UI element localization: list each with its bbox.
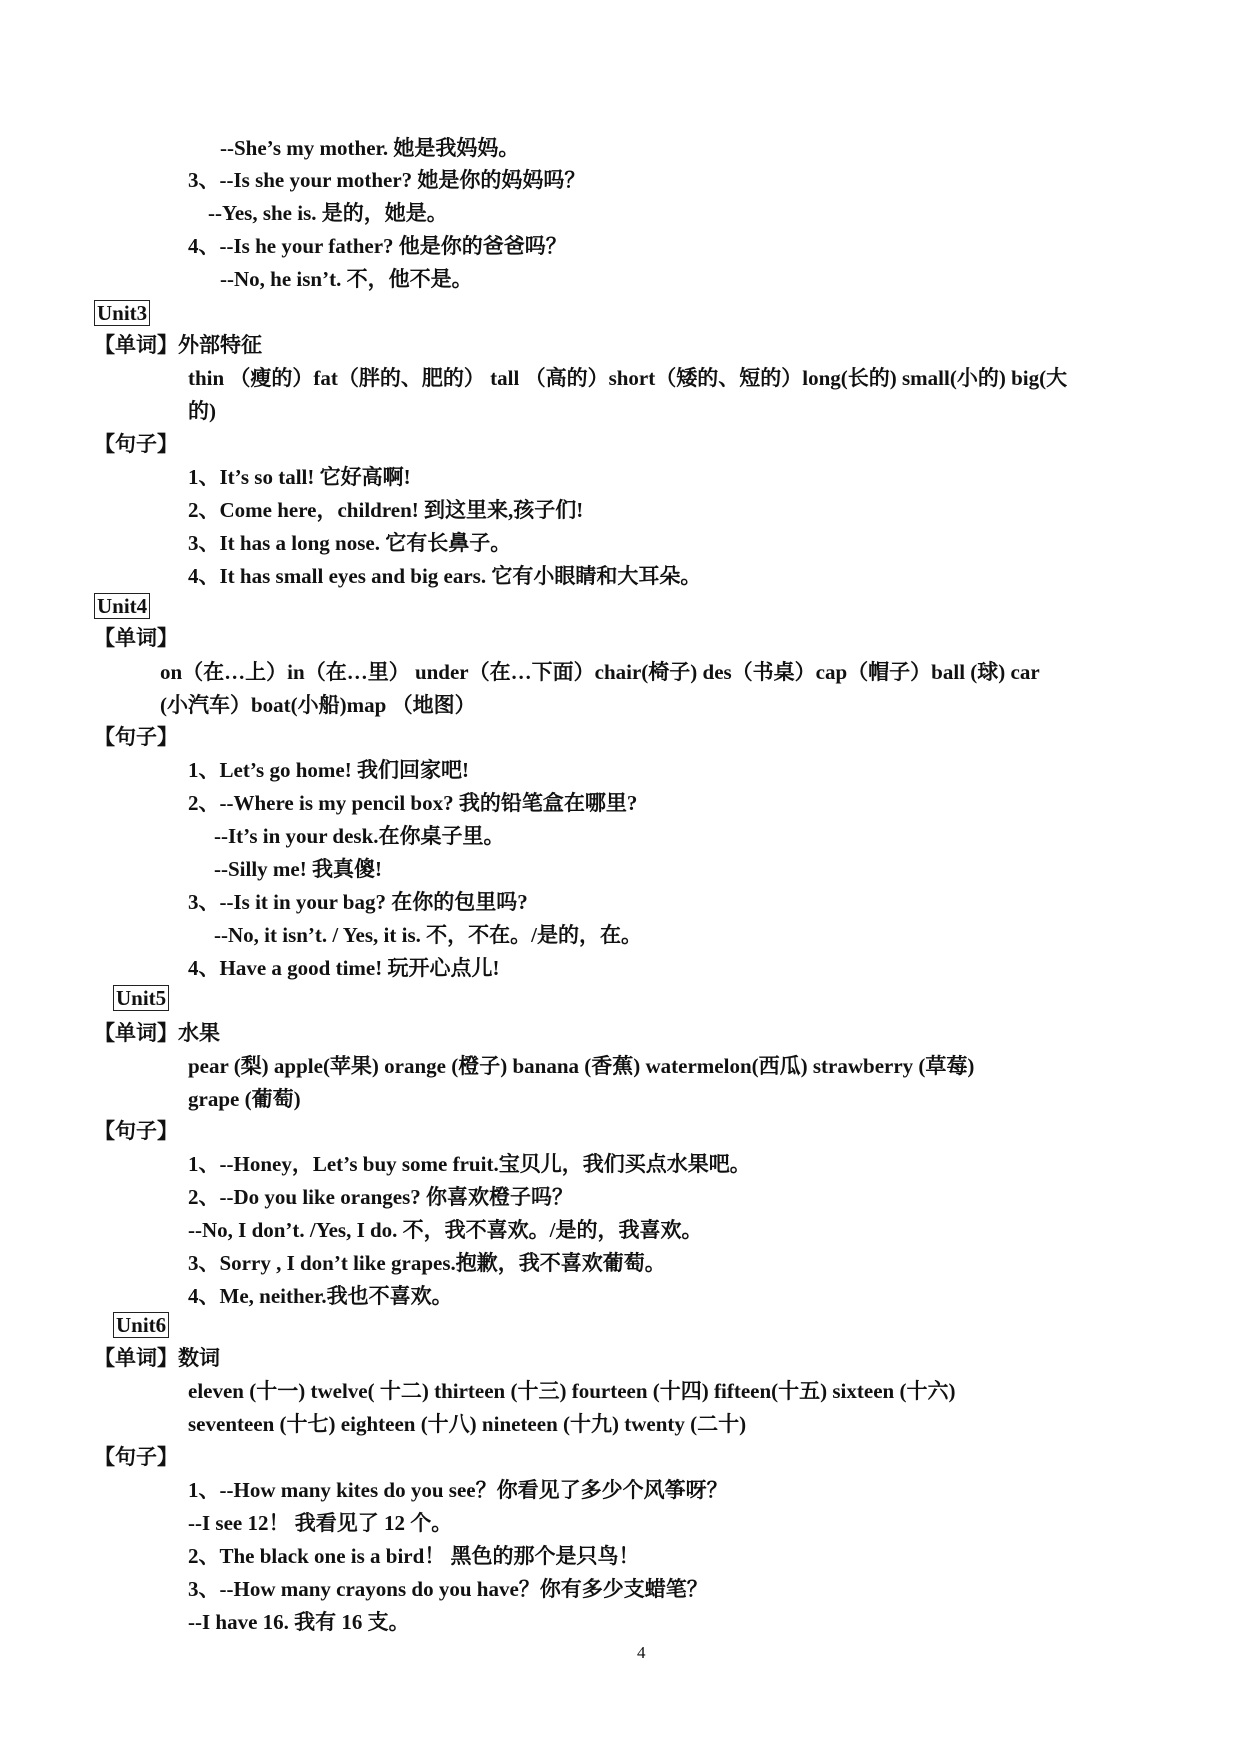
unit3-sentence: 2、Come here，children! 到这里来,孩子们! [188,498,584,522]
unit3-sentence: 3、It has a long nose. 它有长鼻子。 [188,531,512,555]
unit5-title: Unit5 [113,985,169,1011]
unit3-vocab-label: 【单词】外部特征 [94,333,262,357]
unit6-sentence: --I see 12！ 我看见了 12 个。 [188,1511,453,1535]
unit5-vocab-line: pear (梨) apple(苹果) orange (橙子) banana (香蕉) watermelon(西瓜) strawberry (草莓) [188,1054,975,1078]
unit4-sentence: --Silly me! 我真傻! [214,857,382,881]
unit6-vocab-line: eleven (十一) twelve( 十二) thirteen (十三) fourteen (十四) fifteen(十五) sixteen (十六) [188,1379,956,1403]
unit3-sentence: 1、It’s so tall! 它好高啊! [188,465,411,489]
unit6-title: Unit6 [113,1312,169,1338]
unit4-vocab-line: on（在…上）in（在…里） under（在…下面）chair(椅子) des（书桌）cap（帽子）ball (球) car [160,660,1040,684]
page-number: 4 [637,1643,646,1662]
unit5-sentence-label: 【句子】 [94,1119,178,1143]
unit5-sentence: 2、--Do you like oranges? 你喜欢橙子吗？ [188,1185,573,1209]
unit4-sentence: 4、Have a good time! 玩开心点儿! [188,956,500,980]
unit6-sentence: 3、--How many crayons do you have？你有多少支蜡笔？ [188,1577,708,1601]
unit4-sentence-label: 【句子】 [94,725,178,749]
unit4-sentence: 1、Let’s go home! 我们回家吧! [188,758,469,782]
unit3-sentence-label: 【句子】 [94,432,178,456]
top-line: --Yes, she is. 是的，她是。 [208,201,448,225]
unit4-sentence: --No, it isn’t. / Yes, it is. 不，不在。/是的，在。 [214,923,642,947]
unit3-sentence: 4、It has small eyes and big ears. 它有小眼睛和大耳朵。 [188,564,702,588]
unit5-vocab-line: grape (葡萄) [188,1087,301,1111]
unit3-title: Unit3 [94,300,150,326]
unit6-sentence: 1、--How many kites do you see？你看见了多少个风筝呀？ [188,1478,728,1502]
unit5-vocab-label: 【单词】水果 [94,1021,220,1045]
top-line: --She’s my mother. 她是我妈妈。 [220,136,520,160]
unit6-sentence: --I have 16. 我有 16 支。 [188,1610,410,1634]
top-line: 3、--Is she your mother? 她是你的妈妈吗？ [188,168,586,192]
unit4-title: Unit4 [94,593,150,619]
unit4-sentence: --It’s in your desk.在你桌子里。 [214,824,505,848]
unit6-sentence: 2、The black one is a bird！ 黑色的那个是只鸟！ [188,1544,640,1568]
unit4-vocab-line: (小汽车）boat(小船)map （地图） [160,693,476,717]
unit5-sentence: 3、Sorry , I don’t like grapes.抱歉，我不喜欢葡萄。 [188,1251,666,1275]
top-line: --No, he isn’t. 不，他不是。 [220,267,473,291]
unit5-sentence: 1、--Honey，Let’s buy some fruit.宝贝儿，我们买点水果吧。 [188,1152,751,1176]
unit5-sentence: --No, I don’t. /Yes, I do. 不，我不喜欢。/是的，我喜欢。 [188,1218,703,1242]
unit6-vocab-line: seventeen (十七) eighteen (十八) nineteen (十九) twenty (二十) [188,1412,747,1436]
unit6-sentence-label: 【句子】 [94,1445,178,1469]
top-line: 4、--Is he your father? 他是你的爸爸吗？ [188,234,567,258]
unit4-vocab-label: 【单词】 [94,626,178,650]
unit5-sentence: 4、Me, neither.我也不喜欢。 [188,1284,453,1308]
unit4-sentence: 2、--Where is my pencil box? 我的铅笔盒在哪里? [188,791,638,815]
unit4-sentence: 3、--Is it in your bag? 在你的包里吗? [188,890,528,914]
unit6-vocab-label: 【单词】数词 [94,1346,220,1370]
unit3-vocab-line: 的) [188,399,216,423]
unit3-vocab-line: thin （瘦的）fat（胖的、肥的） tall （高的）short（矮的、短的）long(长的) small(小的) big(大 [188,366,1068,390]
